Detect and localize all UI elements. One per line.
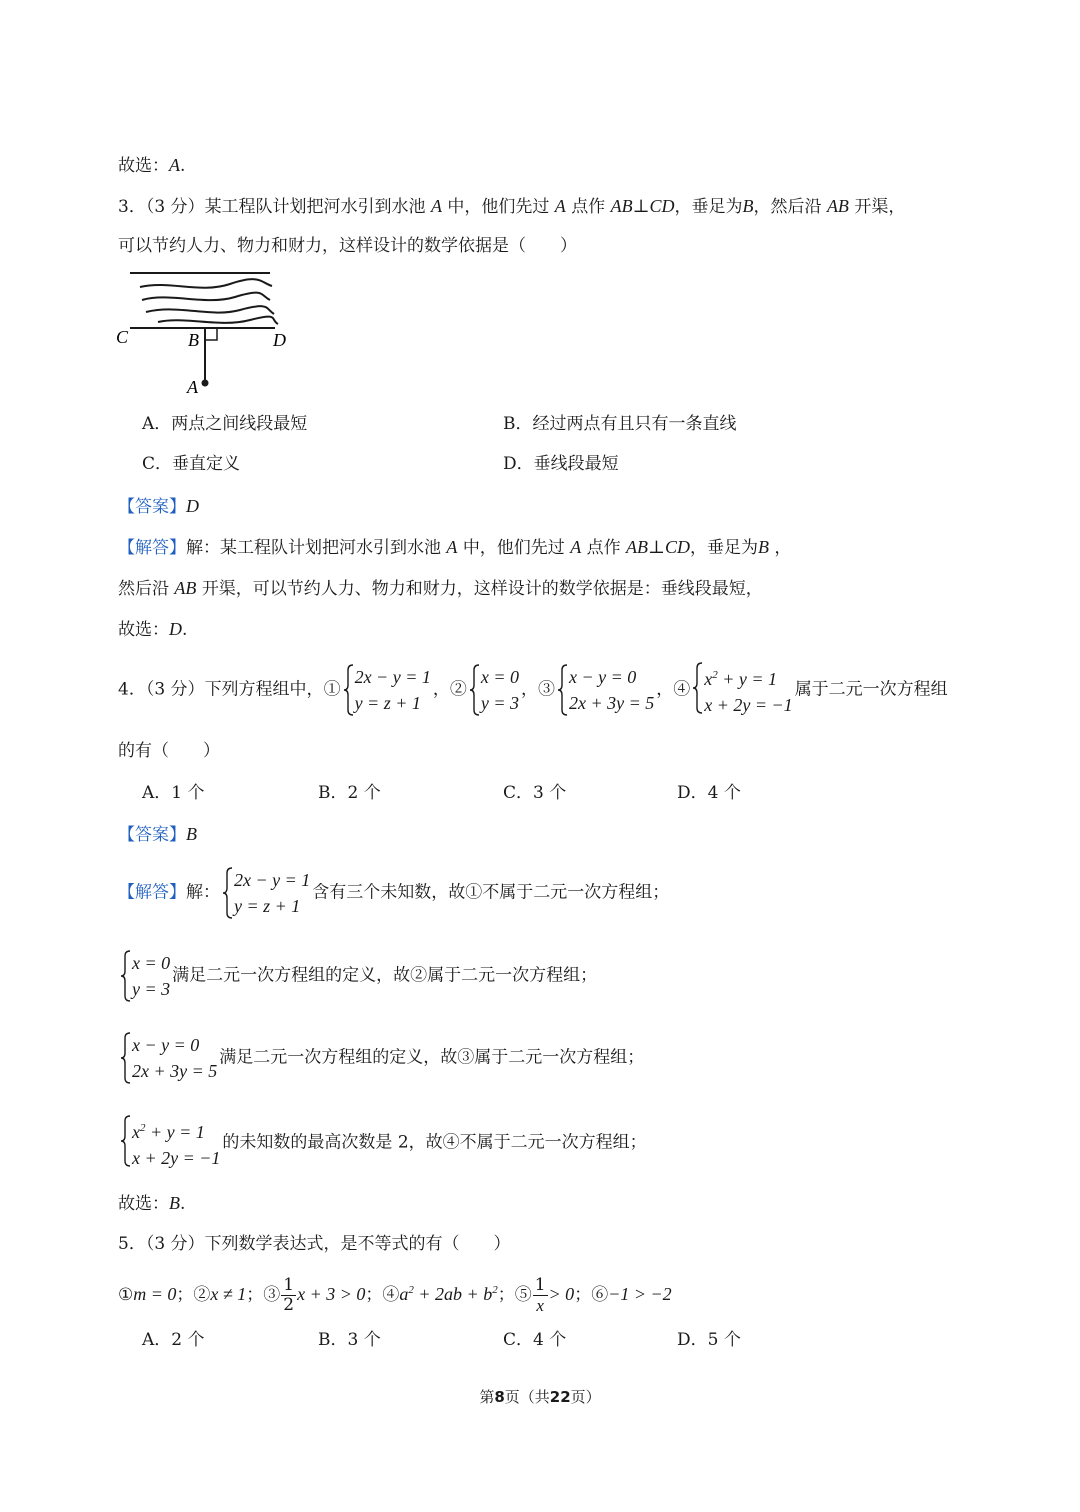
system-4-repeat: $x^2 + y = 1$ x + 2y = −1 bbox=[120, 1115, 220, 1171]
q4-analysis-2: x = 0 y = 3 满足二元一次方程组的定义，故②属于二元一次方程组； bbox=[118, 950, 597, 1002]
label-b: B bbox=[188, 330, 199, 350]
q4-conclusion: 故选：B. bbox=[118, 1193, 186, 1214]
fraction-one-over-x: $\frac{1}{x}$ bbox=[534, 1275, 546, 1315]
q4-analysis-4: $x^2 + y = 1$ x + 2y = −1 的未知数的最高次数是 2，故④不属于二元一次方程组； bbox=[118, 1115, 647, 1171]
brace-icon bbox=[557, 664, 569, 716]
q4-stem-line1: 4．（3 分）下列方程组中，① 2x − y = 1 y = z + 1 ，② x = 0 y = 3 ，③ x − y = 0 2x + 3y = 5 ，④ $x^2 + y = 1$ x + 2y = −1 属于二元一次方程组 bbox=[118, 662, 948, 718]
page-footer: 第8页（共22页） bbox=[479, 1388, 601, 1406]
q5-stem: 5．（3 分）下列数学表达式，是不等式的有（ ） bbox=[118, 1234, 511, 1254]
right-angle-mark bbox=[205, 328, 217, 340]
label-d: D bbox=[273, 330, 286, 350]
system-1-repeat: 2x − y = 1 y = z + 1 bbox=[222, 867, 310, 919]
q5-option-d: D．5 个 bbox=[677, 1330, 741, 1350]
system-3: x − y = 0 2x + 3y = 5 bbox=[557, 664, 654, 716]
system-2: x = 0 y = 3 bbox=[469, 664, 519, 716]
q3-option-d: D．垂线段最短 bbox=[503, 454, 619, 474]
water-wave-3 bbox=[146, 306, 274, 314]
brace-icon bbox=[222, 867, 234, 919]
q4-option-c: C．3 个 bbox=[503, 783, 567, 803]
q4-option-a: A．1 个 bbox=[142, 783, 205, 803]
brace-icon bbox=[343, 664, 355, 716]
river-diagram bbox=[110, 262, 300, 397]
q2-conclusion: 故选：A. bbox=[118, 155, 186, 176]
label-a: A bbox=[187, 377, 198, 397]
system-4: $x^2 + y = 1$ x + 2y = −1 bbox=[692, 662, 792, 718]
q3-stem-line2: 可以节约人力、物力和财力，这样设计的数学依据是（ ） bbox=[118, 236, 577, 256]
point-a bbox=[202, 380, 209, 387]
q4-analysis-1: 【解答】解： 2x − y = 1 y = z + 1 含有三个未知数，故①不属于二元一次方程组； bbox=[118, 867, 669, 919]
q3-option-c: C．垂直定义 bbox=[142, 454, 241, 474]
brace-icon bbox=[120, 1032, 132, 1084]
q3-conclusion: 故选：D. bbox=[118, 619, 188, 640]
water-wave-4 bbox=[158, 317, 278, 324]
q3-analysis-line1: 【解答】解：某工程队计划把河水引到水池 A 中，他们先过 A 点作 AB⊥CD，垂足为B ， bbox=[118, 537, 792, 558]
system-2-repeat: x = 0 y = 3 bbox=[120, 950, 170, 1002]
water-wave-1 bbox=[140, 279, 272, 288]
q5-option-a: A．2 个 bbox=[142, 1330, 205, 1350]
q5-option-b: B．3 个 bbox=[318, 1330, 381, 1350]
system-1: 2x − y = 1 y = z + 1 bbox=[343, 664, 431, 716]
q5-option-c: C．4 个 bbox=[503, 1330, 567, 1350]
q4-stem-line2: 的有（ ） bbox=[118, 741, 220, 761]
system-3-repeat: x − y = 0 2x + 3y = 5 bbox=[120, 1032, 217, 1084]
q4-option-d: D．4 个 bbox=[677, 783, 741, 803]
fraction-one-half: $\frac{1}{2}$ bbox=[283, 1275, 295, 1315]
brace-icon bbox=[692, 662, 704, 714]
q3-option-a: A．两点之间线段最短 bbox=[142, 414, 308, 434]
brace-icon bbox=[469, 664, 481, 716]
q3-analysis-line2: 然后沿 AB 开渠，可以节约人力、物力和财力，这样设计的数学依据是：垂线段最短， bbox=[118, 578, 763, 599]
q3-stem-line1: 3．（3 分）某工程队计划把河水引到水池 A 中，他们先过 A 点作 AB⊥CD，垂足为B，然后沿 AB 开渠， bbox=[118, 196, 906, 217]
brace-icon bbox=[120, 1115, 132, 1167]
water-wave-2 bbox=[142, 293, 270, 300]
q4-option-b: B．2 个 bbox=[318, 783, 381, 803]
q4-answer: 【答案】B bbox=[118, 824, 197, 845]
q4-analysis-3: x − y = 0 2x + 3y = 5 满足二元一次方程组的定义，故③属于二元一次方程组； bbox=[118, 1032, 644, 1084]
brace-icon bbox=[120, 950, 132, 1002]
q5-expressions: ①m = 0；②x ≠ 1；③ $\frac{1}{2}$ x + 3 > 0；$④a^2 + 2ab + b^2$；⑤ $\frac{1}{x}$ > 0；⑥−1 > −2 bbox=[118, 1275, 672, 1315]
q3-option-b: B．经过两点有且只有一条直线 bbox=[503, 414, 737, 434]
label-c: C bbox=[116, 327, 129, 347]
q3-answer: 【答案】D bbox=[118, 496, 199, 517]
